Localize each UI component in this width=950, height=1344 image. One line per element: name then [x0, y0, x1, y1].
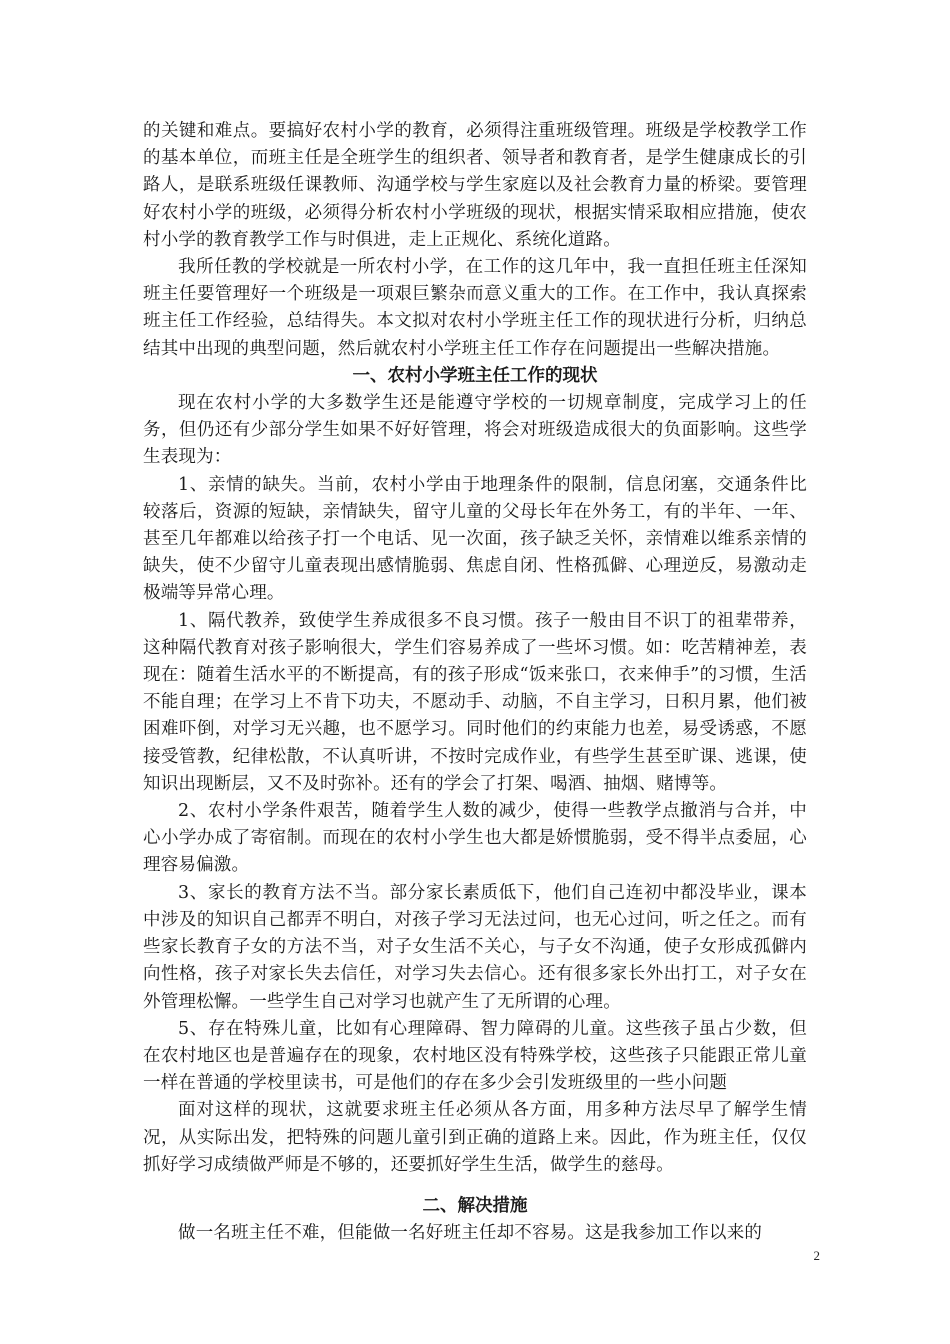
paragraph-3: 现在农村小学的大多数学生还是能遵守学校的一切规章制度，完成学习上的任务，但仍还有少部分学生如果不好好管理，将会对班级造成很大的负面影响。这些学生表现为： [143, 393, 807, 468]
paragraph-5: 1、隔代教养，致使学生养成很多不良习惯。孩子一般由目不识丁的祖辈带养，这种隔代教育对孩子影响很大，学生们容易养成了一些坏习惯。如：吃苦精神差，表现在：随着生活水平的不断提高，有的孩子形成“饭来张口，衣来伸手”的习惯，生活不能自理；在学习上不肯下功夫，不愿动手、动脑，不自主学习，日积月累，他们被困难吓倒，对学习无兴趣，也不愿学习。同时他们的约束能力也差，易受诱惑，不愿接受管教，纪律松散，不认真听讲，不按时完成作业，有些学生甚至旷课、逃课，使知识出现断层，又不及时弥补。还有的学会了打架、喝酒、抽烟、赌博等。 [143, 610, 807, 794]
paragraph-7: 3、家长的教育方法不当。部分家长素质低下，他们自己连初中都没毕业，课本中涉及的知识自己都弄不明白，对孩子学习无法过问，也无心过问，听之任之。而有些家长教育子女的方法不当，对子女生活不关心，与子女不沟通，使子女形成孤僻内向性格，孩子对家长失去信任，对学习失去信心。还有很多家长外出打工，对子女在外管理松懈。一些学生自己对学习也就产生了无所谓的心理。 [143, 882, 807, 1012]
paragraph-9: 面对这样的现状，这就要求班主任必须从各方面，用多种方法尽早了解学生情况，从实际出发，把特殊的问题儿童引到正确的道路上来。因此，作为班主任，仅仅抓好学习成绩做严师是不够的，还要抓好学生生活，做学生的慈母。 [143, 1100, 807, 1175]
document-body [143, 118, 807, 1247]
paragraph-8: 5、存在特殊儿童，比如有心理障碍、智力障碍的儿童。这些孩子虽占少数，但在农村地区也是普遍存在的现象，农村地区没有特殊学校，这些孩子只能跟正常儿童一样在普通的学校里读书，可是他们的存在多少会引发班级里的一些小问题 [143, 1018, 807, 1094]
paragraph-2: 我所任教的学校就是一所农村小学，在工作的这几年中，我一直担任班主任深知班主任要管理好一个班级是一项艰巨繁杂而意义重大的工作。在工作中，我认真探索班主任工作经验，总结得失。本文拟对农村小学班主任工作的现状进行分析，归纳总结其中出现的典型问题，然后就农村小学班主任工作存在问题提出一些解决措施。 [143, 257, 807, 359]
paragraph-10: 做一名班主任不难，但能做一名好班主任却不容易。这是我参加工作以来的 [178, 1223, 763, 1244]
page-number: 2 [813, 1248, 820, 1263]
section-heading-1: 一、农村小学班主任工作的现状 [352, 365, 598, 386]
section-heading-2: 二、解决措施 [422, 1195, 528, 1216]
paragraph-6: 2、农村小学条件艰苦，随着学生人数的减少，使得一些教学点撤消与合并，中心小学办成了寄宿制。而现在的农村小学生也大都是娇惯脆弱，受不得半点委屈，心理容易偏激。 [143, 801, 807, 876]
paragraph-1: 的关键和难点。要搞好农村小学的教育，必须得注重班级管理。班级是学校教学工作的基本单位，而班主任是全班学生的组织者、领导者和教育者，是学生健康成长的引路人，是联系班级任课教师、沟通学校与学生家庭以及社会教育力量的桥梁。要管理好农村小学的班级，必须得分析农村小学班级的现状，根据实情采取相应措施，使农村小学的教育教学工作与时俱进，走上正规化、系统化道路。 [143, 121, 807, 250]
section-gap [143, 1179, 807, 1193]
paragraph-4: 1、亲情的缺失。当前，农村小学由于地理条件的限制，信息闭塞，交通条件比较落后，资源的短缺，亲情缺失，留守儿童的父母长年在外务工，有的半年、一年、甚至几年都难以给孩子打一个电话、见一次面，孩子缺乏关怀，亲情难以维系亲情的缺失，使不少留守儿童表现出感情脆弱、焦虑自闭、性格孤僻、心理逆反，易激动走极端等异常心理。 [143, 474, 807, 604]
